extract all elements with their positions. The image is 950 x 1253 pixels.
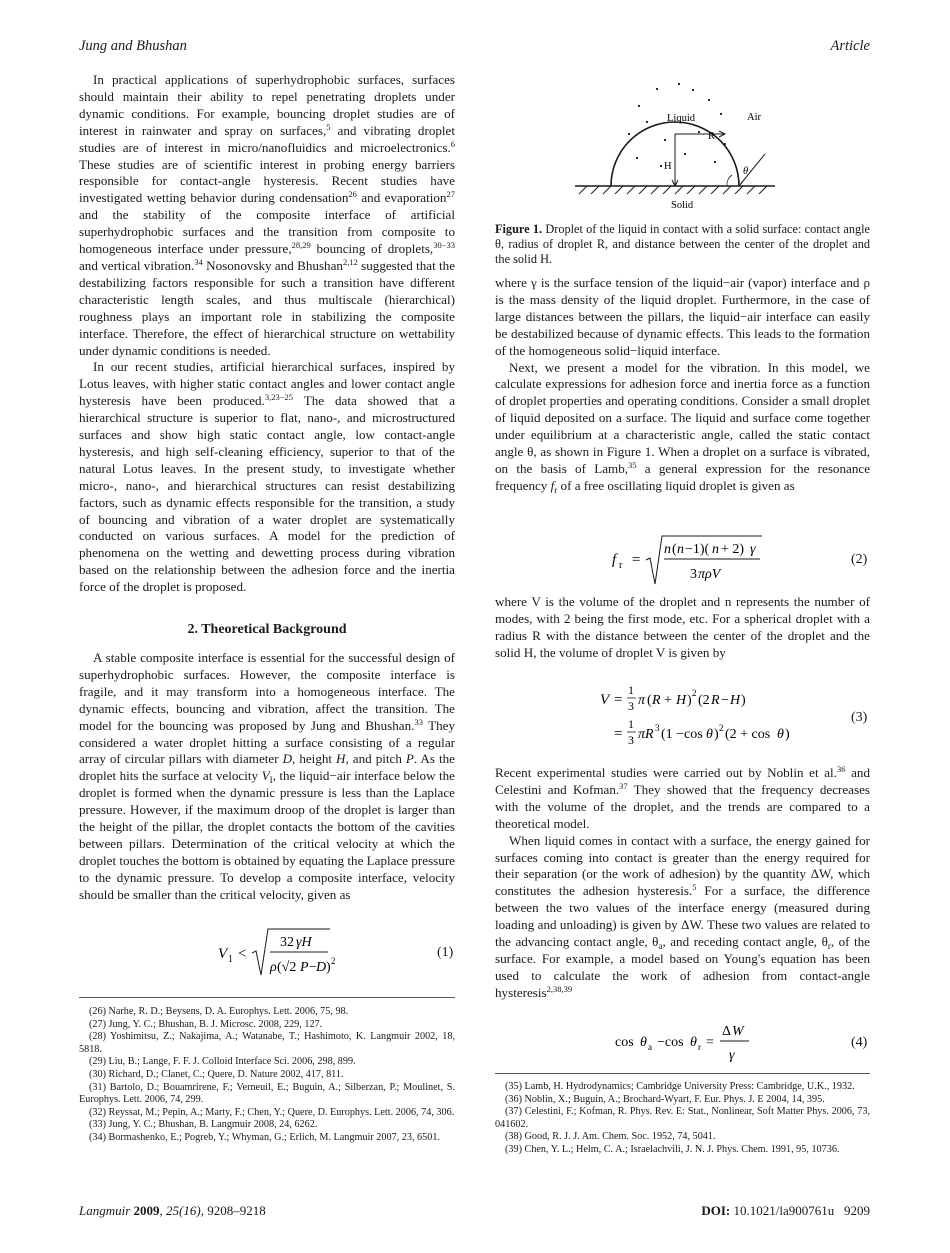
svg-text:): ) bbox=[741, 693, 746, 708]
svg-text:θ: θ bbox=[777, 727, 784, 742]
svg-text:2: 2 bbox=[331, 956, 336, 966]
svg-text:R: R bbox=[711, 693, 720, 708]
svg-text:(2: (2 bbox=[698, 693, 710, 708]
svg-text:Δ: Δ bbox=[722, 1024, 732, 1039]
right-column-top bbox=[495, 275, 870, 495]
reference-item: (26) Narhe, R. D.; Beysens, D. A. Europhys. Lett. 2006, 75, 98. bbox=[89, 1006, 349, 1017]
svg-text:P: P bbox=[300, 960, 309, 975]
reference-item: (27) Jung, Y. C.; Bhushan, B. J. Microsc. 2008, 229, 127. bbox=[89, 1018, 323, 1030]
paragraph-vibration-model: Next, we present a model for the vibration. In this model, we calculate expressions for adhesion force and inertia force as a function of droplet properties and operating conditions. Consider a small droplet of liquid deposited on a surface. The liquid and surface come together under equilibrium at a characteristic angle, called the static contact angle θ, as shown in Figure 1. When a droplet on a surface is vibrated, on the basis of Lamb,$^{35}$ a general expression for the resonance frequency $f_r$ of a free oscillating liquid droplet is given as bbox=[495, 359, 871, 495]
svg-text:): ) bbox=[687, 693, 692, 708]
svg-text:n: n bbox=[712, 542, 719, 557]
svg-text:(: ( bbox=[672, 542, 677, 557]
paragraph-experimental: Recent experimental studies were carried out by Noblin et al.$^{36}$ and Celestini and Kofman.$^{37}$ They showed that the frequency decreases with the volume of the droplet, and the trends are compared to a theoretical model. bbox=[495, 764, 870, 831]
figure-droplet-diagram bbox=[575, 62, 775, 212]
svg-text:(2 + cos: (2 + cos bbox=[725, 727, 771, 742]
svg-text:2: 2 bbox=[692, 688, 697, 698]
reference-item: (36) Noblin, X.; Buguin, A.; Brochard-Wyart, F. Eur. Phys. J. E 2004, 14, 395. bbox=[505, 1093, 825, 1105]
left-column bbox=[79, 72, 455, 596]
equation-3-number: (3) bbox=[851, 710, 868, 725]
equation-2-number: (2) bbox=[851, 552, 868, 567]
reference-item: (30) Richard, D.; Clanet, C.; Quere, D. Nature 2002, 417, 811. bbox=[89, 1068, 344, 1080]
paragraph-surface-tension: where γ is the surface tension of the liquid−air (vapor) interface and ρ is the mass density of the liquid droplet. Furthermore, in the case of large distances between the pillars, the liquid−air interface can easily be destabilized because of dynamic effects. This leads to the formation of the homogeneous solid−liquid interface. bbox=[495, 275, 870, 358]
label-liquid: Liquid bbox=[667, 113, 695, 124]
references-divider-right bbox=[495, 1073, 870, 1074]
svg-text:(: ( bbox=[647, 693, 652, 708]
svg-text:f: f bbox=[612, 552, 617, 568]
svg-text:3: 3 bbox=[628, 733, 634, 747]
svg-text:(1 −cos: (1 −cos bbox=[661, 727, 703, 742]
svg-text:πR: πR bbox=[638, 727, 654, 742]
left-column-section2 bbox=[79, 650, 455, 904]
svg-text:θ: θ bbox=[640, 1035, 647, 1050]
svg-text:(√2: (√2 bbox=[277, 960, 297, 975]
reference-item: (28) Yoshimitsu, Z.; Nakajima, A.; Watanabe, T.; Hashimoto, K. Langmuir 2002, 18, 5818. bbox=[79, 1031, 455, 1055]
svg-text:=: = bbox=[614, 692, 623, 708]
svg-text:1: 1 bbox=[228, 954, 233, 965]
right-column-middle bbox=[495, 594, 870, 662]
references-divider bbox=[79, 997, 455, 998]
svg-text:<: < bbox=[238, 946, 247, 962]
svg-text:−cos: −cos bbox=[657, 1035, 684, 1050]
reference-item: (37) Celestini, F.; Kofman, R. Phys. Rev. E: Stat., Nonlinear, Soft Matter Phys. 2006, 73, 041602. bbox=[495, 1106, 870, 1130]
svg-text:θ: θ bbox=[706, 727, 713, 742]
equation-1-number: (1) bbox=[437, 945, 454, 960]
reference-list-right bbox=[495, 1081, 870, 1157]
svg-text:3: 3 bbox=[628, 699, 634, 713]
label-radius: R bbox=[708, 131, 716, 142]
svg-text:=: = bbox=[706, 1035, 714, 1050]
svg-text:γ: γ bbox=[750, 542, 756, 557]
svg-text:r: r bbox=[698, 1042, 701, 1052]
equation-4 bbox=[615, 1020, 765, 1073]
svg-text:H: H bbox=[730, 693, 741, 708]
svg-text:γH: γH bbox=[296, 935, 312, 950]
page-number: 9209 bbox=[844, 1203, 870, 1218]
label-height: H bbox=[664, 161, 672, 172]
equation-1 bbox=[218, 925, 338, 986]
svg-text:): ) bbox=[785, 727, 790, 742]
svg-text:V: V bbox=[600, 692, 610, 708]
svg-text:γ: γ bbox=[729, 1048, 735, 1063]
label-air: Air bbox=[747, 112, 761, 123]
running-header-authors: Jung and Bhushan bbox=[79, 38, 187, 54]
paragraph-theory: A stable composite interface is essential for the successful design of superhydrophobic surfaces. However, the composite interface is fragile, and it may transform into a homogeneous interface. The dynamic effects, bouncing and vibration, affect the transition. The model for the bouncing was proposed by Jung and Bhushan.$^{33}$ They considered a water droplet hitting a surface consisting of a regular array of circular pillars with diameter D, height H, and pitch P. As the droplet hits the surface at velocity $V_I$, the liquid−air interface below the droplet is formed when the dynamic pressure is less than the Laplace pressure. However, if the maximum droop of the droplet is larger than the height of the pillar, the droplet contacts the bottom of the cavities between pillars. Determination of the critical velocity at which the droplet touches the bottom is obtained by equating the Laplace pressure to the dynamic pressure. To develop a composite interface, velocity should be smaller than the critical velocity, given as bbox=[79, 650, 455, 902]
section-heading: 2. Theoretical Background bbox=[187, 622, 347, 637]
svg-text:=: = bbox=[614, 726, 623, 742]
svg-text:n: n bbox=[677, 542, 684, 557]
svg-text:2: 2 bbox=[719, 723, 724, 733]
svg-text:1: 1 bbox=[628, 683, 634, 697]
equation-3 bbox=[600, 676, 800, 753]
svg-text:n: n bbox=[664, 542, 671, 557]
svg-text:cos: cos bbox=[615, 1035, 634, 1050]
svg-text:a: a bbox=[648, 1042, 652, 1052]
svg-text:3: 3 bbox=[690, 567, 697, 582]
svg-text:H: H bbox=[676, 693, 687, 708]
reference-item: (33) Jung, Y. C.; Bhushan, B. Langmuir 2008, 24, 6262. bbox=[89, 1119, 318, 1131]
svg-text:=: = bbox=[632, 552, 641, 568]
svg-text:32: 32 bbox=[280, 935, 294, 950]
svg-text:r: r bbox=[619, 560, 623, 571]
svg-text:πρV: πρV bbox=[698, 567, 721, 582]
paragraph-adhesion: When liquid comes in contact with a surface, the energy gained for surfaces coming into contact is greater than the energy required for their separation (or the work of adhesion) by the quantity ΔW, which constitutes the adhesion hysteresis.$^5$ For a surface, the difference between the two values of the interface energy (measured during loading and unloading) is given by ΔW. These two values are related to the advancing contact angle, $\theta_a$, and receding contact angle, $\theta_r$, of the surface. For example, a model based on Young's equation has been used to calculate the work of adhesion from contact-angle hysteresis$^{2,38,39}$ bbox=[495, 832, 870, 1000]
label-solid: Solid bbox=[671, 200, 694, 211]
svg-text:3: 3 bbox=[655, 723, 660, 733]
svg-text:−: − bbox=[309, 960, 317, 975]
footer-citation: Langmuir 2009, 25(16), 9208–9218 bbox=[79, 1203, 266, 1218]
equation-4-number: (4) bbox=[851, 1035, 868, 1050]
reference-list-left bbox=[79, 1006, 455, 1145]
paragraph-recent-studies: In our recent studies, artificial hierarchical surfaces, inspired by Lotus leaves, with higher static contact angles and lower contact angle hysteresis have been produced.$^{3,23-25}$ The data showed that a hierarchical structure is superior to flat, nano-, and microstructured surfaces and show high static contact angle, low contact-angle hysteresis, and high self-cleaning efficiency, superior to that of the natural Lotus leaves. In the present study, to investigate whether micro-, nano-, and hierarchical structures can resist destabilizing factors, such as dynamic effects responsible for the transition, a study of bouncing and vibration of a water droplet are systematically conducted on various surfaces. A model for the prediction of phenomena on the wetting and dewetting process during vibration based on the relationship between the adhesion force and the inertia force of the droplet is proposed. bbox=[79, 359, 456, 595]
reference-item: (29) Liu, B.; Lange, F. F. J. Colloid Interface Sci. 2006, 298, 899. bbox=[89, 1056, 356, 1068]
reference-item: (31) Bartolo, D.; Bouamrirene, F.; Verneuil, E.; Buguin, A.; Silberzan, P.; Moulinet, S. Europhys. Lett. 2006, 74, 299. bbox=[79, 1081, 455, 1106]
figure-caption: Figure 1. Droplet of the liquid in contact with a solid surface: contact angle θ, radius of droplet R, and distance between the center of the droplet and the solid H. bbox=[495, 222, 871, 267]
equation-2 bbox=[612, 532, 762, 593]
svg-text:ρ: ρ bbox=[270, 960, 277, 975]
running-header-article-type: Article bbox=[830, 38, 870, 54]
svg-text:V: V bbox=[218, 946, 228, 962]
label-contact-angle: θ bbox=[743, 166, 749, 177]
paragraph-intro: In practical applications of superhydrophobic surfaces, surfaces should maintain their ability to repel penetrating droplets under dynamic conditions. For example, bouncing droplet studies are of interest in rainwater and spray on surfaces,$^5$ and vibrating droplet studies are of interest in micro/nanofluidics and microelectronics.$^6$ These studies are of scientific interest in probing energy barriers responsible for contact-angle hysteresis. Recent studies have investigated wetting behavior during condensation$^{26}$ and evaporation$^{27}$ and the stability of the composite interface of artificial superhydrophobic surfaces and the transition from composite to homogeneous interface under pressure,$^{28,29}$ bouncing of droplets,$^{30-33}$ and vertical vibration.$^{34}$ Nosonovsky and Bhushan$^{2,12}$ suggested that the destabilizing factors responsible for such a transition have different characteristic length scales, and thus multiscale (hierarchical) roughness plays an important role in stabilizing the composite interface. Therefore, the effect of hierarchical structure on wettability under dynamic conditions is needed. bbox=[79, 72, 456, 358]
svg-text:D: D bbox=[316, 960, 327, 975]
reference-item: (34) Bormashenko, E.; Pogreb, Y.; Whyman, G.; Erlich, M. Langmuir 2007, 23, 6501. bbox=[89, 1131, 440, 1143]
paragraph-volume: where V is the volume of the droplet and n represents the number of modes, with 2 being the first mode, etc. For a spherical droplet with a radius R with the distance between the center of the droplet and the solid H, the volume of droplet V is given by bbox=[495, 594, 870, 660]
reference-item: (39) Chen, Y. L.; Helm, C. A.; Israelachvili, J. N. J. Phys. Chem. 1991, 95, 10736. bbox=[505, 1143, 840, 1155]
svg-text:): ) bbox=[714, 727, 719, 742]
reference-item: (35) Lamb, H. Hydrodynamics; Cambridge University Press: Cambridge, U.K., 1932. bbox=[505, 1081, 855, 1092]
svg-text:R: R bbox=[652, 693, 661, 708]
svg-text:+: + bbox=[664, 693, 672, 708]
reference-item: (32) Reyssat, M.; Pepin, A.; Marty, F.; Chen, Y.; Quere, D. Europhys. Lett. 2006, 74, 306. bbox=[89, 1106, 455, 1118]
svg-text:−: − bbox=[721, 693, 729, 708]
svg-text:+ 2): + 2) bbox=[721, 542, 745, 557]
footer-doi: DOI: 10.1021/la900761u 9209 bbox=[701, 1203, 870, 1218]
svg-text:1: 1 bbox=[628, 717, 634, 731]
svg-text:θ: θ bbox=[690, 1035, 697, 1050]
right-column-lower bbox=[495, 765, 870, 1002]
reference-item: (38) Good, R. J. J. Am. Chem. Soc. 1952, 74, 5041. bbox=[505, 1131, 716, 1143]
svg-text:W: W bbox=[732, 1024, 744, 1039]
svg-text:): ) bbox=[326, 960, 331, 975]
svg-text:−1)(: −1)( bbox=[685, 542, 710, 557]
svg-text:π: π bbox=[638, 693, 646, 708]
